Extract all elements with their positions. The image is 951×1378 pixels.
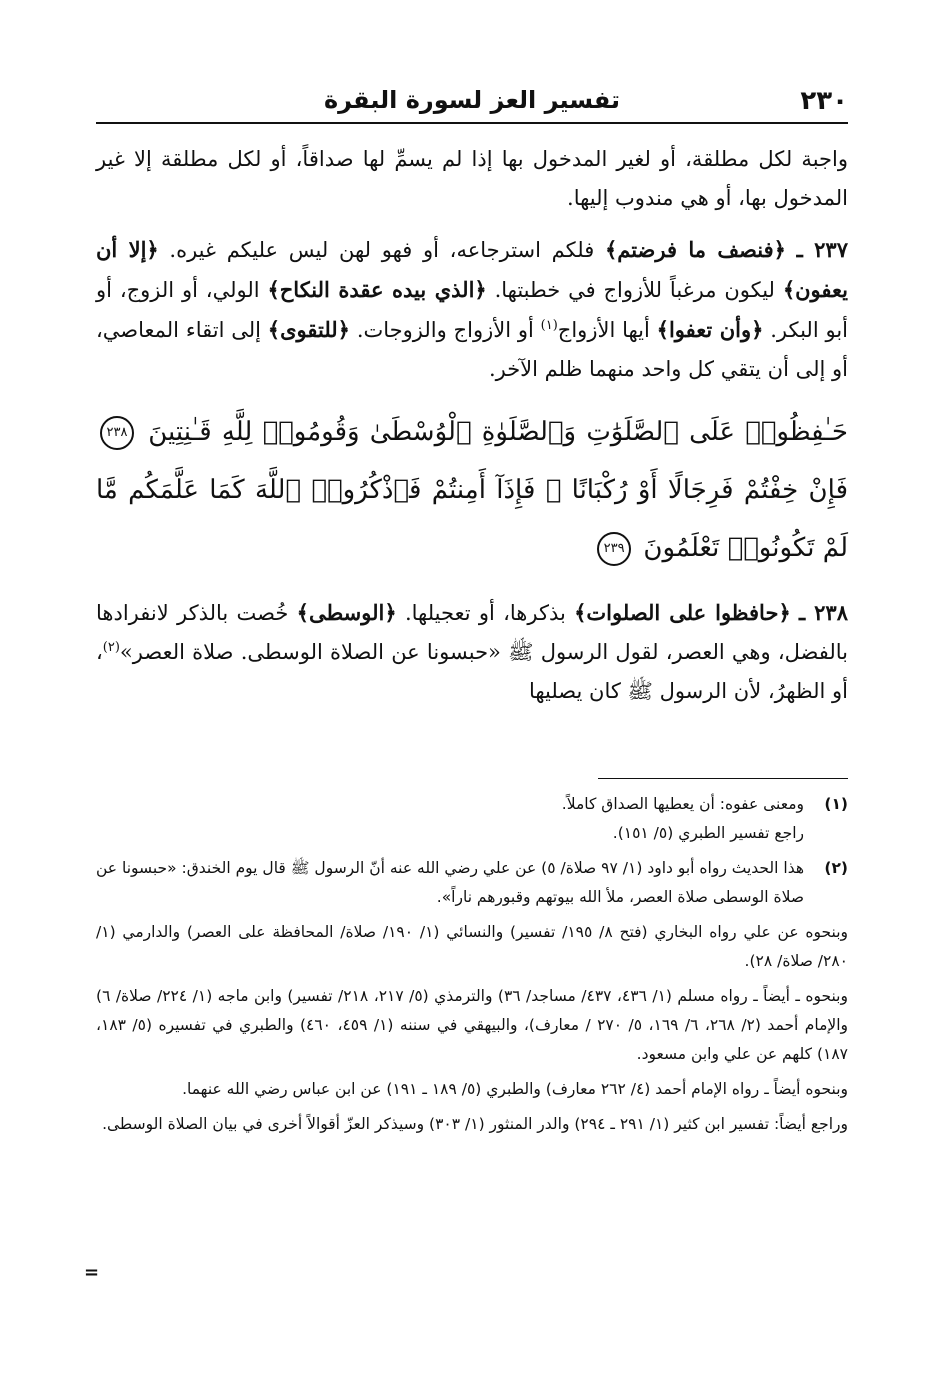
paragraph-238 bbox=[96, 593, 848, 711]
commentary-text: إلى اتقاء المعاصي، أو إلى أن يتقي كل واحد منهما ظلم الآخر. bbox=[96, 318, 848, 381]
ayah-number-icon: ٢٣٩ bbox=[597, 532, 631, 566]
quran-quote: ﴿للتقوى﴾ bbox=[267, 317, 350, 342]
footnote-separator bbox=[598, 778, 848, 779]
footnote-body bbox=[96, 790, 804, 848]
verse-text: فَإِنْ خِفْتُمْ فَرِجَالًا أَوْ رُكْبَانًا ۖ فَإِذَآ أَمِنتُمْ فَٱذْكُرُوا۟ ٱللَّهَ كَمَا عَلَّمَكُم مَّا لَمْ تَكُونُوا۟ تَعْلَمُونَ bbox=[96, 475, 848, 563]
page-number: ٢٣٠ bbox=[800, 86, 848, 116]
footnote-body bbox=[96, 854, 804, 912]
footnote-line: هذا الحديث رواه أبو داود (١/ ٩٧ صلاة/ ٥) عن علي رضي الله عنه أنّ الرسول ﷺ قال يوم الخندق: «حبسونا عن صلاة الوسطى صلاة العصر، ملأ الله بيوتهم وقبورهم ناراً». bbox=[96, 859, 805, 906]
commentary-text: خُصت بالذكر لانفرادها بالفضل، وهي العصر، لقول الرسول ﷺ «حبسونا عن الصلاة الوسطى. صلاة العصر» bbox=[96, 601, 848, 664]
commentary-text: أيها الأزواج bbox=[557, 318, 657, 342]
footnote-ref[interactable]: (٢) bbox=[102, 640, 120, 655]
verse-text: حَـٰفِظُوا۟ عَلَى ٱلصَّلَوَٰتِ وَٱلصَّلَوٰةِ ٱلْوُسْطَىٰ وَقُومُوا۟ لِلَّهِ قَـٰنِتِينَ bbox=[148, 417, 849, 447]
ayah-number-icon: ٢٣٨ bbox=[100, 416, 134, 450]
entry-number: ٢٣٨ ـ bbox=[799, 600, 848, 625]
footnote-line: راجع تفسير الطبري (٥/ ١٥١). bbox=[612, 824, 804, 842]
commentary-text: ليكون مرغباً للأزواج في خطبتها. bbox=[486, 278, 783, 302]
footnote-ref[interactable]: (١) bbox=[540, 318, 558, 333]
footnote-number: (٢) bbox=[824, 859, 848, 877]
commentary-text: الولي، أو الزوج، أو أبو البكر. bbox=[96, 278, 849, 342]
quran-quote: ﴿الوسطى﴾ bbox=[296, 600, 397, 625]
main-text bbox=[96, 140, 848, 723]
commentary-text: فلكم استرجاعه، أو فهو لهن ليس عليكم غيره. bbox=[158, 238, 605, 262]
commentary-text: بذكرها، أو تعجيلها. bbox=[396, 601, 575, 625]
footnote-line: ومعنى عفوه: أن يعطيها الصداق كاملاً. bbox=[561, 795, 804, 813]
footnote-2 bbox=[96, 854, 848, 912]
continuation-mark: = bbox=[84, 1262, 100, 1283]
quran-quote: ﴿إلا أن يعفون﴾ bbox=[96, 237, 848, 302]
footnote-continuation: وبنحوه عن علي رواه البخاري (فتح ٨/ ١٩٥/ تفسير) والنسائي (١/ ١٩٠/ صلاة/ المحافظة على العصر) والدارمي (١/ ٢٨٠/ صلاة/ ٢٨). bbox=[96, 923, 849, 970]
paragraph-237 bbox=[96, 230, 848, 389]
quran-quote: ﴿وأن تعفوا﴾ bbox=[656, 317, 764, 342]
commentary-text: أو الأزواج والزوجات. bbox=[350, 318, 541, 342]
footnote-continuation: وبنحوه ـ أيضاً ـ رواه مسلم (١/ ٤٣٦، ٤٣٧/ مساجد/ ٣٦) والترمذي (٥/ ٢١٧، ٢١٨/ تفسير) وابن ماجه (١/ ٢٢٤/ صلاة/ ٦) والإمام أحمد (٢/ ٢٦٨، ٦/ ١٦٩، ٥/ ٢٧٠ / معارف)، والبيهقي في سننه (١/ ٤٥٩، ٤٦٠) والطبري في تفسيره (٥/ ١٨٣، ١٨٧) كلهم عن علي وابن مسعود. bbox=[96, 987, 849, 1063]
running-title: تفسير العز لسورة البقرة bbox=[323, 86, 621, 114]
quran-quote: ﴿فنصف ما فرضتم﴾ bbox=[604, 237, 786, 262]
footnote-1 bbox=[96, 790, 848, 848]
footnote-number: (١) bbox=[824, 795, 848, 813]
footnote-continuation: وراجع أيضاً: تفسير ابن كثير (١/ ٢٩١ ـ ٢٩٤) والدر المنثور (١/ ٣٠٣) وسيذكر العزّ أقوالاً أخرى في بيان الصلاة الوسطى. bbox=[102, 1115, 848, 1133]
commentary-text: ، أو الظهرُ، لأن الرسول ﷺ كان يصليها bbox=[96, 640, 848, 703]
paragraph-intro: واجبة لكل مطلقة، أو لغير المدخول بها إذا لم يسمِّ لها صداقاً، أو لكل مطلقة إلا غير المدخول بها، أو هي مندوب إليها. bbox=[96, 147, 848, 210]
quran-quote: ﴿حافظوا على الصلوات﴾ bbox=[574, 600, 791, 625]
page-header bbox=[96, 78, 848, 124]
entry-number: ٢٣٧ ـ bbox=[796, 237, 848, 262]
quran-verse-block bbox=[96, 403, 848, 577]
footnote-continuation: وبنحوه أيضاً ـ رواه الإمام أحمد (٤/ ٢٦٢ معارف) والطبري (٥/ ١٨٩ ـ ١٩١) عن ابن عباس رضي الله عنهما. bbox=[182, 1080, 848, 1098]
footnotes bbox=[96, 790, 848, 1145]
quran-quote: ﴿الذي بيده عقدة النكاح﴾ bbox=[267, 277, 487, 302]
